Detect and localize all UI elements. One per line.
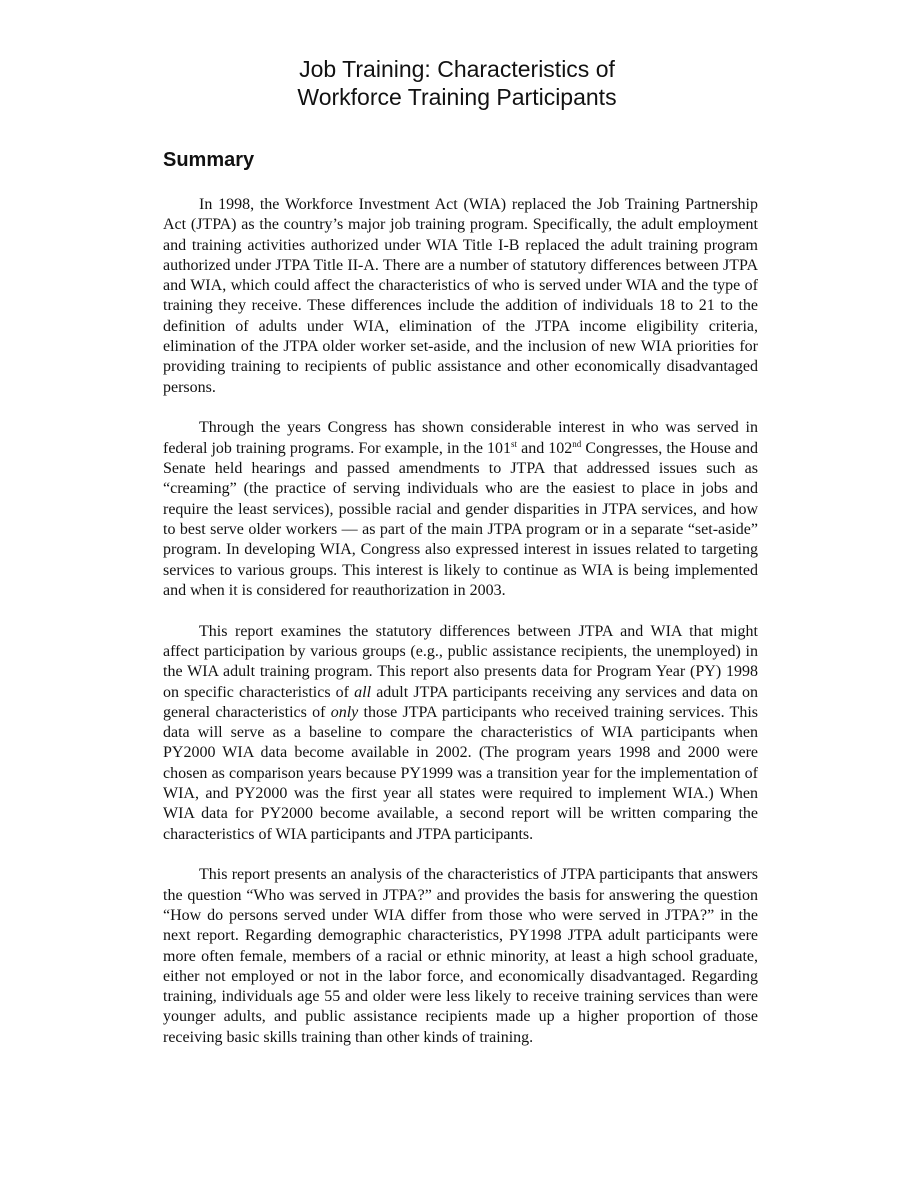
ordinal-suffix-st: st bbox=[511, 438, 518, 449]
paragraph-2-part-2: and 102 bbox=[517, 439, 573, 457]
title-line-2: Workforce Training Participants bbox=[297, 84, 617, 110]
document-body bbox=[163, 195, 758, 1048]
title-line-1: Job Training: Characteristics of bbox=[299, 56, 615, 82]
paragraph-3 bbox=[163, 622, 758, 845]
ordinal-suffix-nd: nd bbox=[572, 438, 582, 449]
paragraph-2 bbox=[163, 418, 758, 601]
paragraph-3-part-3: those JTPA participants who received training services. This data will serve as a baseline to compare the characteristics of WIA participants when PY2000 WIA data become available in 2002. (The program years 1998 and 2000 were chosen as comparison years because PY1999 was a transition year for the implementation of WIA, and PY2000 was the first year all states were required to implement WIA.) When WIA data for PY2000 become available, a second report will be written comparing the characteristics of WIA participants and JTPA participants. bbox=[163, 703, 759, 843]
paragraph-2-part-3: Congresses, the House and Senate held hearings and passed amendments to JTPA that addressed issues such as “creaming” (the practice of serving individuals who are the easiest to place in jobs and require the least services), possible racial and gender disparities in JTPA services, and how to best serve older workers — as part of the main JTPA program or in a separate “set-aside” program. In developing WIA, Congress also expressed interest in issues related to targeting services to various groups. This interest is likely to continue as WIA is being implemented and when it is considered for reauthorization in 2003. bbox=[163, 439, 758, 599]
emphasis-all: all bbox=[354, 683, 372, 701]
document-title bbox=[0, 55, 914, 111]
section-heading: Summary bbox=[163, 149, 255, 171]
paragraph-1: In 1998, the Workforce Investment Act (WIA) replaced the Job Training Partnership Act (JTPA) as the country’s major job training program. Specifically, the adult employment and training activities authorized under WIA Title I-B replaced the adult training program authorized under JTPA Title II-A. There are a number of statutory differences between JTPA and WIA, which could affect the characteristics of who is served under WIA and the type of training they receive. These differences include the addition of individuals 18 to 21 to the definition of adults under WIA, elimination of the JTPA income eligibility criteria, elimination of the JTPA older worker set-aside, and the inclusion of new WIA priorities for providing training to recipients of public assistance and other economically disadvantaged persons. bbox=[163, 196, 758, 396]
paragraph-3-part-2: adult JTPA participants receiving any services and data on general characteristics of bbox=[163, 683, 759, 721]
emphasis-only: only bbox=[330, 703, 359, 721]
paragraph-2-part-1: Through the years Congress has shown considerable interest in who was served in federal job training programs. For example, in the 101 bbox=[163, 419, 758, 457]
paragraph-3-part-1: This report examines the statutory differences between JTPA and WIA that might affect participation by various groups (e.g., public assistance recipients, the unemployed) in the WIA adult training program. This report also presents data for Program Year (PY) 1998 on specific characteristics of bbox=[163, 622, 758, 701]
paragraph-4: This report presents an analysis of the characteristics of JTPA participants that answers the question “Who was served in JTPA?” and provides the basis for answering the question “How do persons served under WIA differ from those who were served in JTPA?” in the next report. Regarding demographic characteristics, PY1998 JTPA adult participants were more often female, members of a racial or ethnic minority, at least a high school graduate, either not employed or not in the labor force, and economically disadvantaged. Regarding training, individuals age 55 and older were less likely to receive training services than were younger adults, and public assistance recipients made up a higher proportion of those receiving basic skills training than other kinds of training. bbox=[163, 866, 758, 1046]
